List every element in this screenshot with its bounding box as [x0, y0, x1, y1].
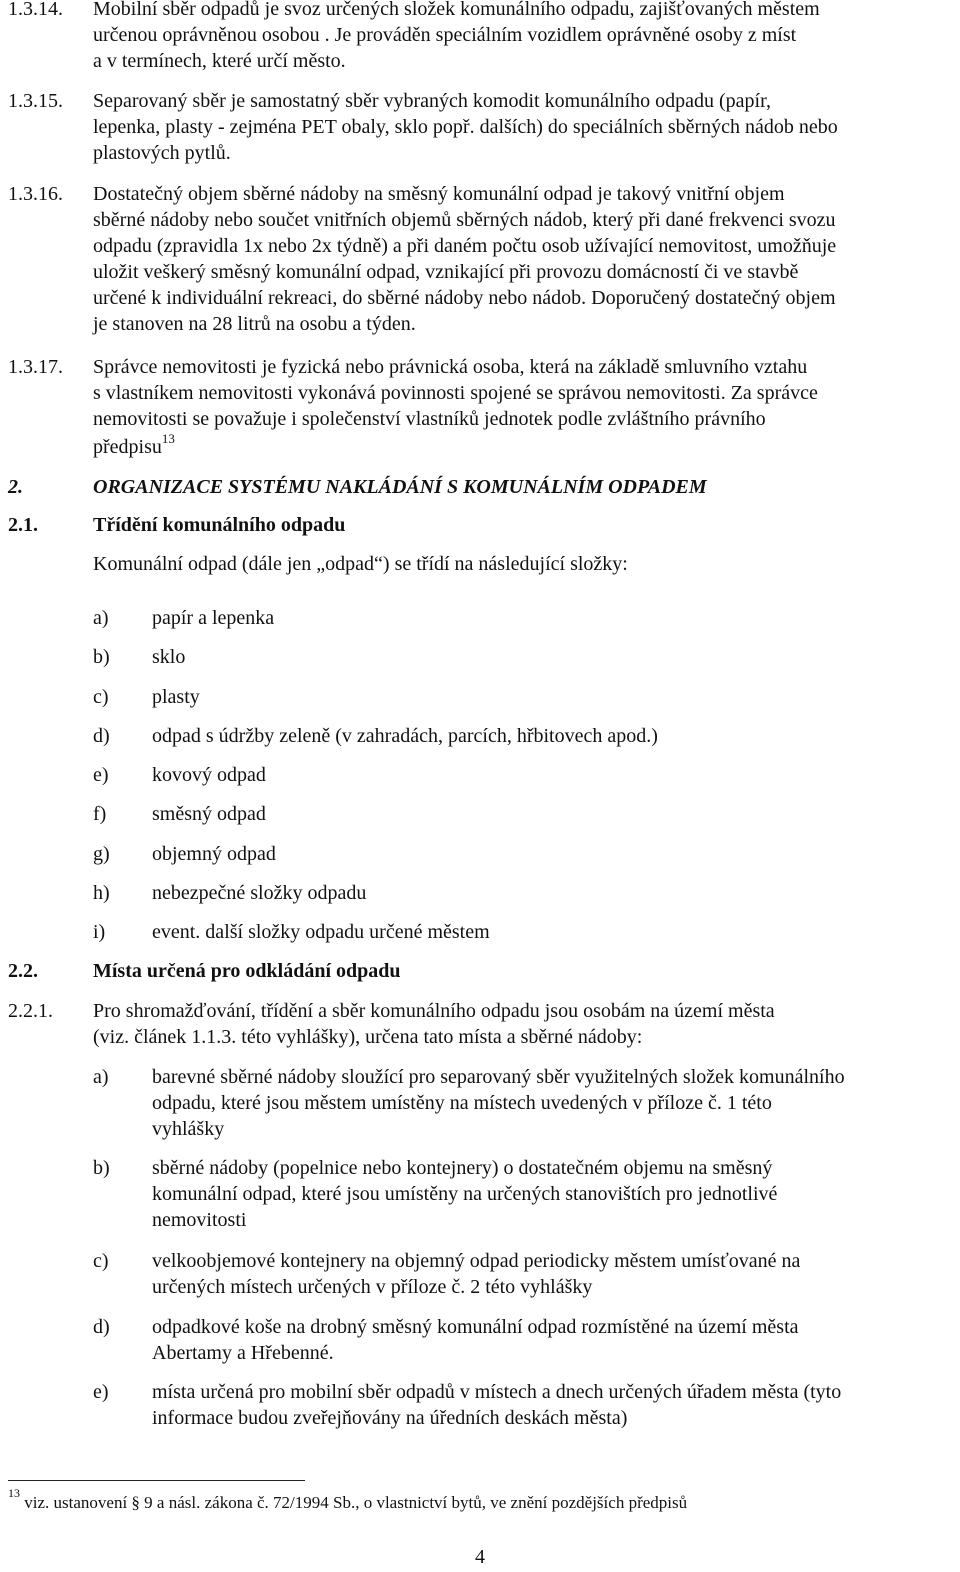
- paragraph-number: 1.3.15.: [8, 90, 63, 112]
- text-line: uložit veškerý směsný komunální odpad, vznikající při provozu domácností či ve stavbě: [93, 261, 799, 283]
- text-line: nemovitosti se považuje i společenství vlastníků jednotek podle zvláštního právního: [93, 408, 766, 430]
- list-item-text: event. další složky odpadu určené městem: [152, 921, 490, 943]
- section-number: 2.1.: [8, 514, 38, 536]
- text-line: komunální odpad, které jsou umístěny na určených stanovištích pro jednotlivé: [152, 1183, 778, 1205]
- text-line: Mobilní sběr odpadů je svoz určených složek komunálního odpadu, zajišťovaných městem: [93, 0, 820, 20]
- list-item-text: nebezpečné složky odpadu: [152, 882, 367, 904]
- paragraph-text: [93, 0, 953, 74]
- list-item-text: sklo: [152, 646, 186, 668]
- text-line: Správce nemovitosti je fyzická nebo právnická osoba, která na základě smluvního vztahu: [93, 356, 808, 378]
- text-line: odpadkové koše na drobný směsný komunální odpad rozmístěné na území města: [152, 1316, 799, 1338]
- chapter-title: ORGANIZACE SYSTÉMU NAKLÁDÁNÍ S KOMUNÁLNÍM ODPADEM: [93, 476, 707, 498]
- paragraph-number: 1.3.16.: [8, 183, 63, 205]
- text-line: s vlastníkem nemovitosti vykonává povinnosti spojené se správou nemovitosti. Za správce: [93, 382, 818, 404]
- list-item-text: papír a lepenka: [152, 607, 275, 629]
- text-line: (viz. článek 1.1.3. této vyhlášky), určena tato místa a sběrné nádoby:: [93, 1026, 643, 1048]
- footnote-divider: [8, 1480, 305, 1481]
- text-line: Separovaný sběr je samostatný sběr vybraných komodit komunálního odpadu (papír,: [93, 90, 771, 112]
- footnote-text: viz. ustanovení § 9 a násl. zákona č. 72/1994 Sb., o vlastnictví bytů, ve znění pozdějších předpisů: [24, 1493, 688, 1512]
- list-item-label: b): [93, 646, 110, 668]
- footnote-reference[interactable]: 13: [161, 431, 175, 447]
- paragraph-number: 2.2.1.: [8, 1000, 53, 1022]
- list-item-text: [152, 1379, 952, 1431]
- footnote-marker: 13: [8, 1486, 20, 1501]
- text-line: velkoobjemové kontejnery na objemný odpad periodicky městem umísťované na: [152, 1250, 801, 1272]
- paragraph-number: 1.3.17.: [8, 356, 63, 378]
- list-item-label: e): [93, 764, 109, 786]
- text-line: odpadu, které jsou městem umístěny na místech uvedených v příloze č. 1 této: [152, 1092, 772, 1114]
- text-line: Abertamy a Hřebenné.: [152, 1342, 334, 1364]
- section-intro: Komunální odpad (dále jen „odpad“) se třídí na následující složky:: [93, 553, 628, 575]
- list-item-text: [152, 1248, 952, 1300]
- page-number: 4: [475, 1546, 485, 1568]
- paragraph-number: 1.3.14.: [8, 0, 63, 20]
- list-item-text: objemný odpad: [152, 843, 276, 865]
- list-item-label: d): [93, 725, 110, 747]
- list-item-label: c): [93, 1250, 109, 1272]
- text-line: a v termínech, které určí město.: [93, 50, 346, 72]
- list-item-text: plasty: [152, 686, 200, 708]
- text-line-end: předpisu: [93, 436, 162, 458]
- text-line: lepenka, plasty - zejména PET obaly, sklo popř. dalších) do speciálních sběrných nádob nebo: [93, 116, 838, 138]
- text-line: plastových pytlů.: [93, 142, 231, 164]
- list-item-label: f): [93, 803, 107, 825]
- text-line: místa určená pro mobilní sběr odpadů v místech a dnech určených úřadem města (tyto: [152, 1381, 842, 1403]
- section-title: Třídění komunálního odpadu: [93, 514, 346, 536]
- section-number: 2.2.: [8, 960, 38, 982]
- paragraph-text: [93, 354, 953, 460]
- list-item-text: kovový odpad: [152, 764, 266, 786]
- list-item-text: směsný odpad: [152, 803, 266, 825]
- text-line: vyhlášky: [152, 1118, 225, 1140]
- text-line: určené k individuální rekreaci, do sběrné nádoby nebo nádob. Doporučený dostatečný objem: [93, 287, 836, 309]
- list-item-label: d): [93, 1316, 110, 1338]
- text-line: barevné sběrné nádoby sloužící pro separovaný sběr využitelných složek komunálního: [152, 1066, 845, 1088]
- list-item-label: c): [93, 686, 109, 708]
- text-line: nemovitosti: [152, 1209, 247, 1231]
- list-item-label: b): [93, 1157, 110, 1179]
- chapter-number: 2.: [8, 476, 23, 498]
- text-line: Dostatečný objem sběrné nádoby na směsný komunální odpad je takový vnitřní objem: [93, 183, 785, 205]
- text-line: informace budou zveřejňovány na úředních deskách města): [152, 1407, 628, 1429]
- list-item-text: odpad s údržby zeleně (v zahradách, parcích, hřbitovech apod.): [152, 725, 658, 747]
- text-line: určených místech určených v příloze č. 2 této vyhlášky: [152, 1276, 593, 1298]
- paragraph-text: [93, 181, 953, 337]
- text-line: Pro shromažďování, třídění a sběr komunálního odpadu jsou osobám na území města: [93, 1000, 775, 1022]
- list-item-label: h): [93, 882, 110, 904]
- section-title: Místa určená pro odkládání odpadu: [93, 960, 401, 982]
- text-line: sběrné nádoby (popelnice nebo kontejnery) o dostatečném objemu na směsný: [152, 1157, 773, 1179]
- list-item-label: a): [93, 607, 109, 629]
- list-item-text: [152, 1314, 952, 1366]
- paragraph-text: [93, 998, 953, 1050]
- text-line: sběrné nádoby nebo součet vnitřních objemů sběrných nádob, který při dané frekvenci svozu: [93, 209, 836, 231]
- paragraph-text: [93, 88, 953, 166]
- text-line: odpadu (zpravidla 1x nebo 2x týdně) a při daném počtu osob užívající nemovitost, umožňuje: [93, 235, 837, 257]
- list-item-text: [152, 1155, 952, 1233]
- list-item-label: g): [93, 843, 110, 865]
- footnote: [8, 1486, 688, 1514]
- list-item-label: a): [93, 1066, 109, 1088]
- text-line: je stanoven na 28 litrů na osobu a týden.: [93, 313, 416, 335]
- list-item-label: e): [93, 1381, 109, 1403]
- list-item-label: i): [93, 921, 106, 943]
- text-line: [93, 431, 953, 460]
- list-item-text: [152, 1064, 952, 1142]
- text-line: určenou oprávněnou osobou . Je prováděn speciálním vozidlem oprávněné osoby z míst: [93, 24, 797, 46]
